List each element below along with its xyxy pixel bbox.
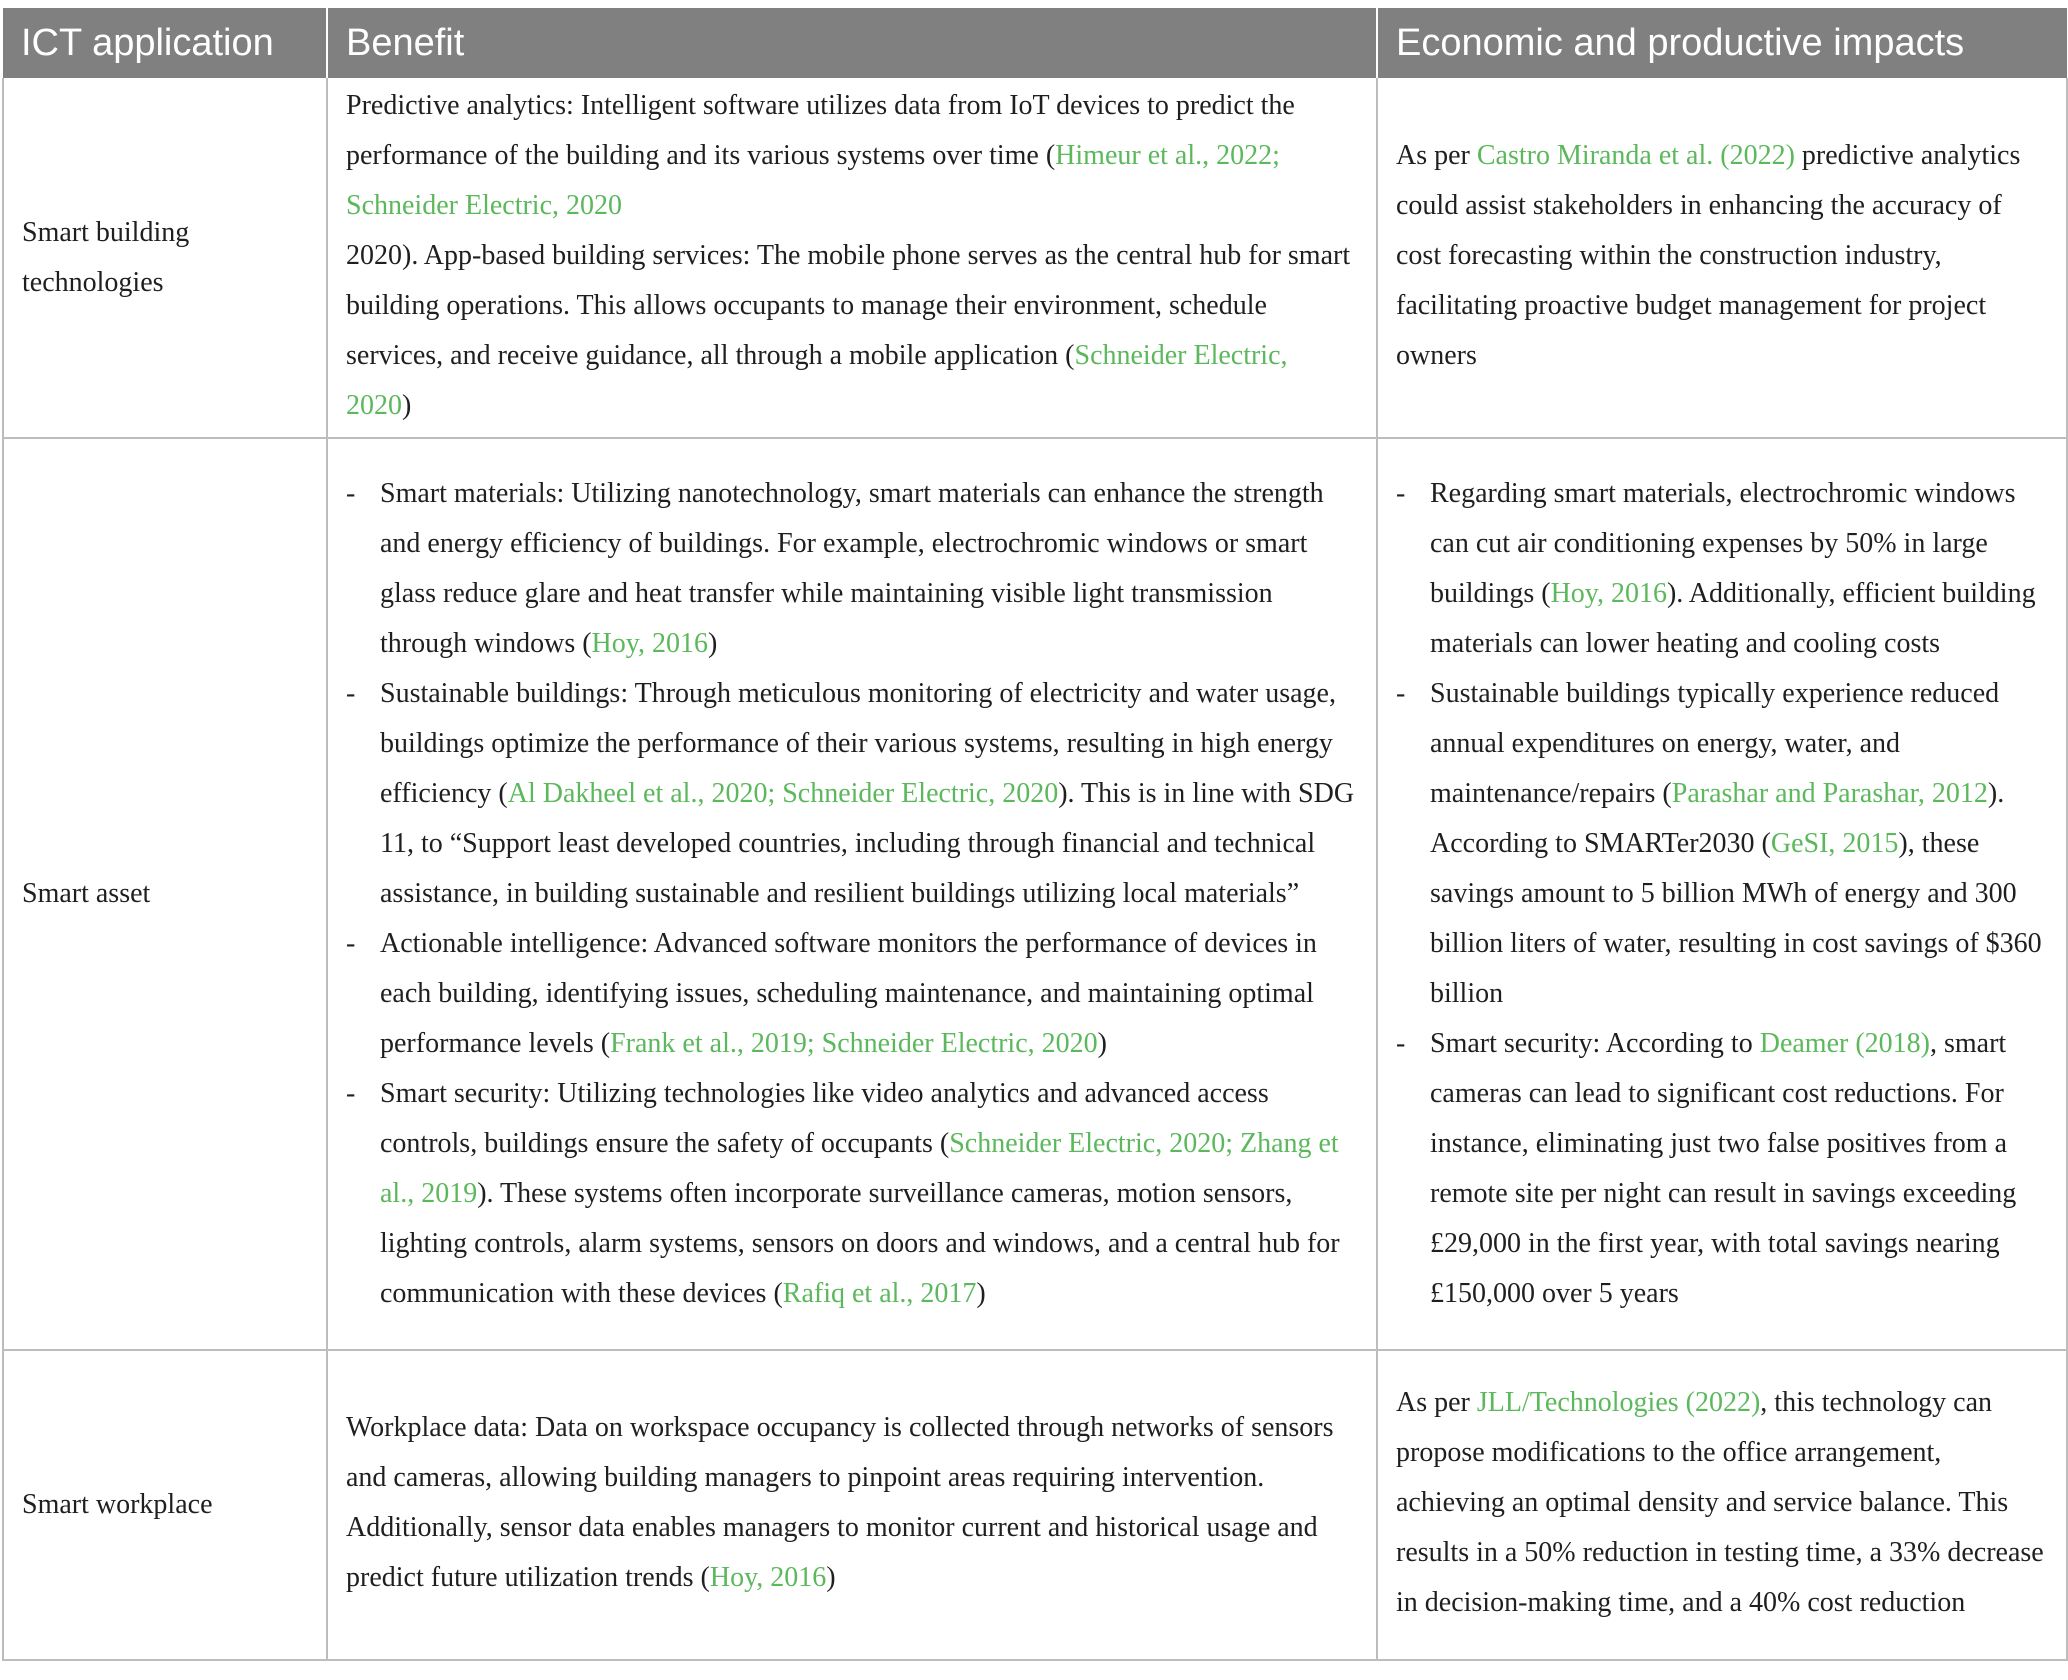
citation-link[interactable]: JLL/Technologies (2022)	[1476, 1387, 1761, 1418]
application-cell	[3, 78, 327, 438]
list-item: - Sustainable buildings typically experience reduced annual expenditures on energy, water, and maintenance/repairs (Parashar and Parashar, 2012). According to SMARTer2030 (GeSI, 2015), these savings amount to 5 billion MWh of energy and 300 billion liters of water, resulting in cost savings of $360 billion	[1396, 669, 2046, 1019]
impact-list	[1396, 469, 2046, 1319]
benefit-paragraph	[346, 79, 1356, 437]
header-benefit: Benefit	[327, 8, 1377, 78]
application-label: Smart workplace	[22, 1489, 213, 1520]
ict-applications-table	[2, 8, 2068, 1661]
application-label: Smart asset	[22, 878, 151, 909]
citation-link[interactable]: Al Dakheel et al., 2020; Schneider Electric, 2020	[507, 778, 1059, 809]
application-cell	[3, 1350, 327, 1660]
benefit-cell	[327, 78, 1377, 438]
impact-cell	[1377, 1350, 2067, 1660]
benefit-cell	[327, 1350, 1377, 1660]
citation-link[interactable]: Hoy, 2016	[591, 628, 708, 659]
impact-text: As per	[1396, 139, 1477, 171]
list-item: - Smart security: Utilizing technologies like video analytics and advanced access controls, buildings ensure the safety of occupants (Schneider Electric, 2020; Zhang et al., 2019). These systems often incorporate surveillance cameras, motion sensors, lighting controls, alarm systems, sensors on doors and windows, and a central hub for communication with these devices (Rafiq et al., 2017)	[346, 1069, 1356, 1319]
impact-text: , this technology can propose modifications to the office arrangement, achieving an optimal density and service balance. This results in a 50% reduction in testing time, a 33% decrease in decision-making time, and a 40% cost reduction	[1396, 1387, 2044, 1618]
impact-cell	[1377, 78, 2067, 438]
benefit-list	[346, 469, 1356, 1319]
benefit-text: )	[826, 1562, 836, 1593]
application-cell	[3, 438, 327, 1350]
list-item: - Regarding smart materials, electrochromic windows can cut air conditioning expenses by 50% in large buildings (Hoy, 2016). Additionally, efficient building materials can lower heating and cooling costs	[1396, 469, 2046, 669]
impact-paragraph	[1396, 129, 2046, 387]
citation-link[interactable]: Deamer (2018)	[1759, 1028, 1930, 1059]
citation-link[interactable]: Himeur et al., 2022; Schneider Electric, 2020	[346, 139, 1280, 221]
impact-text: predictive analytics could assist stakeholders in enhancing the accuracy of cost forecasting within the construction industry, facilitating proactive budget management for project owners	[1396, 139, 2021, 371]
citation-link[interactable]: Castro Miranda et al. (2022)	[1476, 139, 1795, 171]
header-row	[3, 8, 2067, 78]
application-label: Smart building technologies	[22, 216, 190, 298]
benefit-text: Predictive analytics: Intelligent software utilizes data from IoT devices to predict the performance of the building and its various systems over time (	[346, 89, 1295, 171]
impact-paragraph	[1396, 1376, 2046, 1634]
header-ict-application: ICT application	[3, 8, 327, 78]
citation-link[interactable]: Schneider Electric, 2020	[346, 339, 1288, 421]
table-row	[3, 78, 2067, 438]
citation-link[interactable]: Schneider Electric, 2020; Zhang et al., 2019	[380, 1128, 1339, 1209]
list-item: - Sustainable buildings: Through meticulous monitoring of electricity and water usage, buildings optimize the performance of their various systems, resulting in high energy efficiency (Al Dakheel et al., 2020; Schneider Electric, 2020). This is in line with SDG 11, to “Support least developed countries, including through financial and technical assistance, in building sustainable and resilient buildings utilizing local materials”	[346, 669, 1356, 919]
citation-link[interactable]: Rafiq et al., 2017	[782, 1278, 977, 1309]
impact-cell	[1377, 438, 2067, 1350]
benefit-text: )	[402, 389, 412, 421]
benefit-text: 2020). App-based building services: The mobile phone serves as the central hub for smart building operations. This allows occupants to manage their environment, schedule services, and receive guidance, all through a mobile application (	[346, 239, 1351, 371]
impact-text: As per	[1396, 1387, 1477, 1418]
benefit-paragraph	[346, 1401, 1356, 1609]
citation-link[interactable]: GeSI, 2015	[1770, 828, 1899, 859]
header-economic-impacts: Economic and productive impacts	[1377, 8, 2067, 78]
table-body	[3, 78, 2067, 1660]
citation-link[interactable]: Hoy, 2016	[1550, 578, 1667, 609]
list-item: - Smart materials: Utilizing nanotechnology, smart materials can enhance the strength and energy efficiency of buildings. For example, electrochromic windows or smart glass reduce glare and heat transfer while maintaining visible light transmission through windows (Hoy, 2016)	[346, 469, 1356, 669]
list-item: - Actionable intelligence: Advanced software monitors the performance of devices in each building, identifying issues, scheduling maintenance, and maintaining optimal performance levels (Frank et al., 2019; Schneider Electric, 2020)	[346, 919, 1356, 1069]
benefit-cell	[327, 438, 1377, 1350]
table-row	[3, 438, 2067, 1350]
citation-link[interactable]: Frank et al., 2019; Schneider Electric, 2020	[610, 1028, 1098, 1059]
table-row	[3, 1350, 2067, 1660]
citation-link[interactable]: Parashar and Parashar, 2012	[1671, 778, 1988, 809]
table-header	[3, 8, 2067, 78]
benefit-text: Workplace data: Data on workspace occupancy is collected through networks of sensors and cameras, allowing building managers to pinpoint areas requiring intervention. Additionally, sensor data enables managers to monitor current and historical usage and predict future utilization trends (	[346, 1412, 1334, 1593]
citation-link[interactable]: Hoy, 2016	[709, 1562, 827, 1593]
list-item: - Smart security: According to Deamer (2018), smart cameras can lead to significant cost reductions. For instance, eliminating just two false positives from a remote site per night can result in savings exceeding £29,000 in the first year, with total savings nearing £150,000 over 5 years	[1396, 1019, 2046, 1319]
